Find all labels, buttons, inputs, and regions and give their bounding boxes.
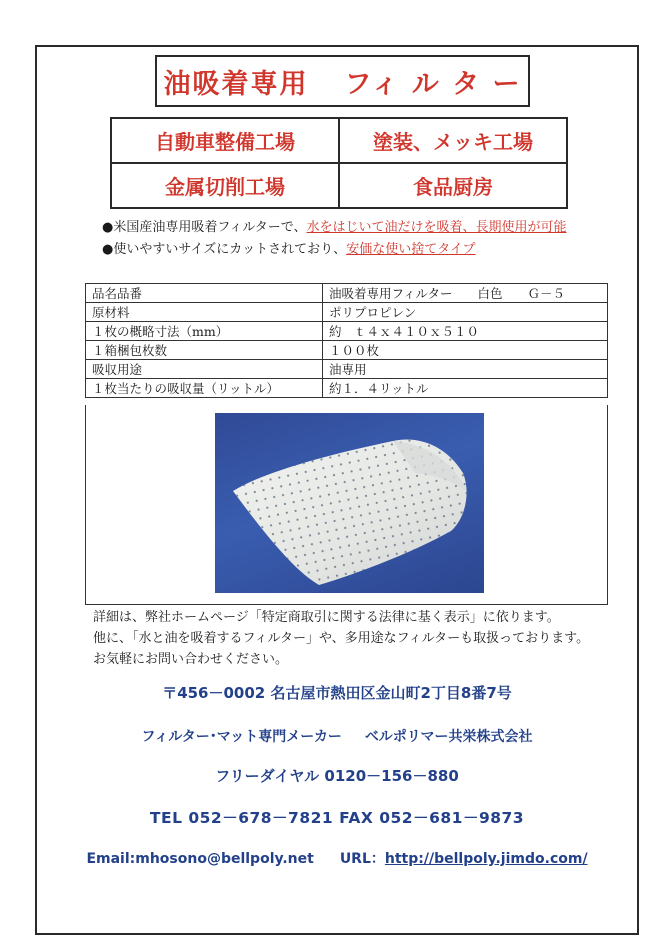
bullet-1-emphasis: 水をはじいて油だけを吸着、長期使用が可能: [306, 220, 567, 235]
spec-row: [86, 303, 608, 322]
spec-value: 油吸着専用フィルター 白色 Ｇ－５: [323, 284, 608, 303]
bullet-2-emphasis: 安価な使い捨てタイプ: [346, 242, 476, 257]
feature-bullets: [102, 217, 567, 261]
spec-row: [86, 379, 608, 398]
company-freedial: フリーダイヤル 0120－156－880: [215, 767, 459, 785]
spec-row: [86, 284, 608, 303]
company-maker: フィルター･マット専門メーカー: [141, 729, 342, 745]
company-address: 〒456－0002 名古屋市熱田区金山町2丁目8番7号: [162, 684, 512, 702]
spec-label: 吸収用途: [86, 360, 323, 379]
company-url-label: URL：: [339, 851, 385, 867]
target-industries-table: [110, 117, 568, 209]
spec-value: 約 ｔ４ｘ４１０ｘ５１０: [323, 322, 608, 341]
industry-food-kitchen: 食品厨房: [339, 163, 567, 208]
title-main: 油吸着専用: [163, 68, 309, 100]
product-title: [155, 55, 530, 107]
product-photo-cell: [85, 405, 608, 605]
company-name: ベルポリマー共栄株式会社: [364, 729, 533, 745]
bullet-line-2: ●使いやすいサイズにカットされており、安価な使い捨てタイプ: [102, 242, 476, 257]
spec-label: １枚当たりの吸収量（リットル）: [86, 379, 323, 398]
spec-label: 品名品番: [86, 284, 323, 303]
spec-label: 原材料: [86, 303, 323, 322]
spec-label: １枚の概略寸法（mm）: [86, 322, 323, 341]
industry-painting-plating: 塗装、メッキ工場: [339, 118, 567, 163]
spec-row: [86, 322, 608, 341]
industry-auto-repair: 自動車整備工場: [111, 118, 339, 163]
info-text: [93, 607, 589, 670]
company-contact-line: [35, 848, 639, 868]
filter-sheet-image: [215, 413, 484, 593]
spec-label: １箱梱包枚数: [86, 341, 323, 360]
spec-table: [85, 283, 608, 398]
product-photo: [215, 413, 484, 593]
bullet-line-1: ●米国産油専用吸着フィルターで、水をはじいて油だけを吸着、長期使用が可能: [102, 220, 567, 235]
company-url-link[interactable]: http://bellpoly.jimdo.com/: [384, 851, 588, 867]
spec-row: [86, 360, 608, 379]
info-line: 詳細は、弊社ホームページ「特定商取引に関する法律に基く表示」に依ります。: [93, 610, 560, 625]
info-line: 他に、「水と油を吸着するフィルター」や、多用途なフィルターも取扱っております。: [93, 631, 590, 646]
info-line: お気軽にお問い合わせください。: [93, 652, 289, 667]
company-maker-line: [35, 726, 639, 746]
spec-row: [86, 341, 608, 360]
company-email[interactable]: Email:mhosono@bellpoly.net: [86, 851, 314, 867]
spec-value: 油専用: [323, 360, 608, 379]
title-filter: フィ ル タ ー: [344, 68, 522, 100]
company-tel-fax: TEL 052－678－7821 FAX 052－681－9873: [149, 809, 525, 827]
industry-metal-cutting: 金属切削工場: [111, 163, 339, 208]
spec-value: １００枚: [323, 341, 608, 360]
spec-value: ポリプロピレン: [323, 303, 608, 322]
spec-value: 約１．４リットル: [323, 379, 608, 398]
